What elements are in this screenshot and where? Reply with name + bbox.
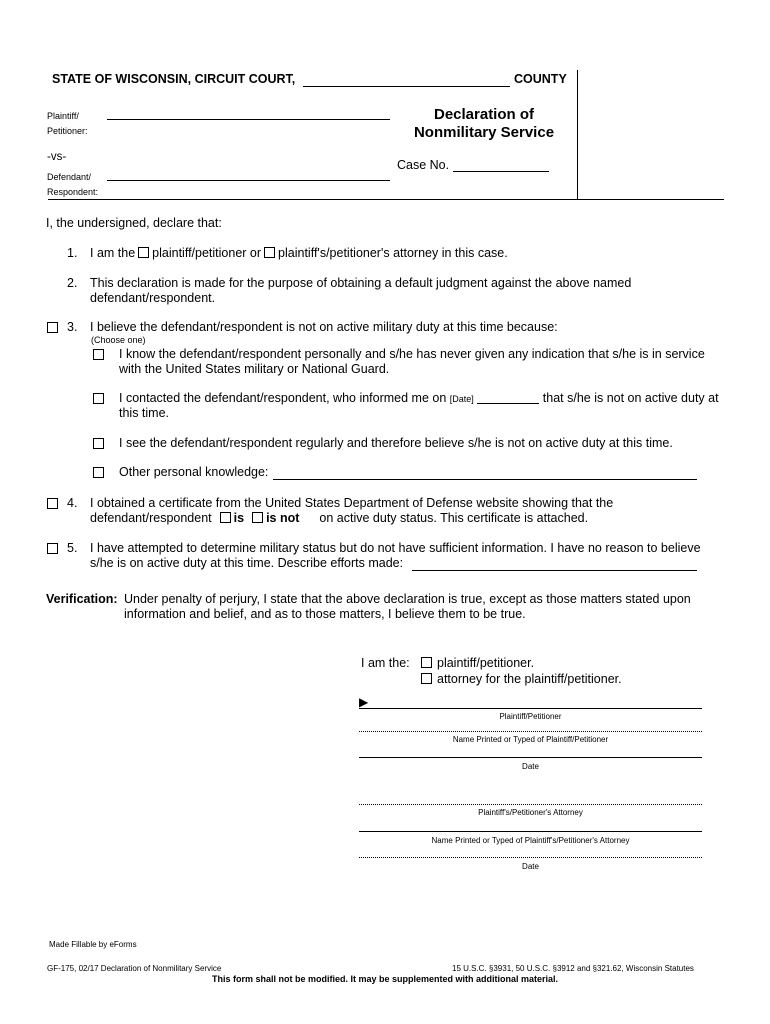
item3a-checkbox[interactable] [93, 349, 104, 360]
sign-attorney-checkbox[interactable] [421, 673, 432, 684]
form-id: GF-175, 02/17 Declaration of Nonmilitary Service [47, 964, 222, 973]
efforts-field[interactable] [412, 570, 697, 571]
item1-text [90, 246, 508, 260]
item3c-text: I see the defendant/respondent regularly and therefore believe s/he is not on active duty at this time. [119, 436, 673, 450]
plaintiff-name-field[interactable] [107, 119, 390, 120]
other-knowledge-field[interactable] [273, 479, 697, 480]
attorney-checkbox[interactable] [264, 247, 275, 258]
item4-pre: defendant/respondent [90, 511, 212, 525]
item5-line1: I have attempted to determine military status but do not have sufficient information. I have no reason to believe [90, 541, 701, 555]
item3b-date-field[interactable] [477, 392, 539, 404]
item4-line1: I obtained a certificate from the United States Department of Defense website showing that the [90, 496, 614, 510]
is-label: is [233, 511, 245, 525]
i-am-the-label: I am the: [361, 656, 410, 670]
item4-number: 4. [67, 496, 78, 510]
is-not-checkbox[interactable] [252, 512, 263, 523]
item5-line2: s/he is on active duty at this time. Describe efforts made: [90, 556, 404, 570]
plaintiff-name-line[interactable] [359, 731, 702, 732]
item3b-line1 [119, 391, 719, 405]
plaintiff-name-caption: Name Printed or Typed of Plaintiff/Petitioner [452, 735, 609, 744]
county-field[interactable] [303, 86, 510, 87]
county-label: COUNTY [514, 72, 567, 86]
sign-plaintiff-checkbox[interactable] [421, 657, 432, 668]
case-no-label: Case No. [397, 158, 450, 172]
defendant-label: Defendant/ [47, 172, 92, 182]
item3b-date-label: [Date] [449, 394, 474, 404]
item1-pre: I am the [90, 246, 136, 260]
item3-checkbox[interactable] [47, 322, 58, 333]
form-title-line2: Nonmilitary Service [413, 124, 555, 141]
is-checkbox[interactable] [220, 512, 231, 523]
item5-number: 5. [67, 541, 78, 555]
item3b-checkbox[interactable] [93, 393, 104, 404]
item5-checkbox[interactable] [47, 543, 58, 554]
intro-text: I, the undersigned, declare that: [46, 216, 222, 230]
item2-number: 2. [67, 276, 78, 290]
attorney-name-line[interactable] [359, 831, 702, 832]
item3b-pre: I contacted the defendant/respondent, who informed me on [119, 391, 447, 405]
attorney-signature-caption: Plaintiff's/Petitioner's Attorney [478, 808, 583, 817]
sign-attorney-label: attorney for the plaintiff/petitioner. [437, 672, 622, 686]
modification-notice: This form shall not be modified. It may be supplemented with additional material. [211, 974, 559, 984]
made-fillable-note: Made Fillable by eForms [49, 940, 137, 949]
plaintiff-date-caption: Date [522, 762, 539, 771]
case-no-field[interactable] [453, 171, 549, 172]
plaintiff-date-line[interactable] [359, 757, 702, 758]
verification-label: Verification: [46, 592, 118, 606]
court-heading: STATE OF WISCONSIN, CIRCUIT COURT, [52, 72, 296, 86]
defendant-name-field[interactable] [107, 180, 390, 181]
item3c-checkbox[interactable] [93, 438, 104, 449]
verification-line2: information and belief, and as to those matters, I believe them to be true. [124, 607, 526, 621]
item3-number: 3. [67, 320, 78, 334]
plaintiff-label: Plaintiff/ [47, 111, 79, 121]
header-divider-horizontal [48, 199, 724, 200]
item1-opt1: plaintiff/petitioner or [152, 246, 262, 260]
respondent-label: Respondent: [47, 187, 99, 197]
item3b-line2: this time. [119, 406, 170, 420]
vs-label: -vs- [47, 151, 67, 163]
item4-line2 [90, 511, 588, 525]
header-divider-vertical [577, 70, 578, 200]
choose-one-note: (Choose one) [91, 335, 146, 345]
item3a-line2: with the United States military or National Guard. [119, 362, 390, 376]
attorney-date-caption: Date [522, 862, 539, 871]
attorney-signature-line[interactable] [359, 804, 702, 805]
signature-arrow-icon: ▶ [359, 695, 369, 709]
item4-checkbox[interactable] [47, 498, 58, 509]
verification-line1: Under penalty of perjury, I state that the above declaration is true, except as those matters stated upon [124, 592, 691, 606]
item3d-checkbox[interactable] [93, 467, 104, 478]
item3d-text: Other personal knowledge: [119, 465, 269, 479]
form-title-line1: Declaration of [433, 106, 535, 123]
item1-opt2: plaintiff's/petitioner's attorney in this case. [278, 246, 508, 260]
item3b-post: that s/he is not on active duty at [542, 391, 719, 405]
attorney-date-line[interactable] [359, 857, 702, 858]
is-not-label: is not [266, 511, 300, 525]
plaintiff-signature-line[interactable] [359, 708, 702, 709]
item3-text: I believe the defendant/respondent is not on active military duty at this time because: [90, 320, 558, 334]
attorney-name-caption: Name Printed or Typed of Plaintiff's/Petitioner's Attorney [431, 836, 630, 845]
item2-line1: This declaration is made for the purpose of obtaining a default judgment against the above named [90, 276, 632, 290]
item3a-line1: I know the defendant/respondent personally and s/he has never given any indication that s/he is in service [119, 347, 705, 361]
item2-line2: defendant/respondent. [90, 291, 216, 305]
statutes-reference: 15 U.S.C. §3931, 50 U.S.C. §3912 and §321.62, Wisconsin Statutes [452, 964, 694, 973]
item1-number: 1. [67, 246, 78, 260]
petitioner-label: Petitioner: [47, 126, 88, 136]
item4-post: on active duty status. This certificate is attached. [319, 511, 589, 525]
plaintiff-petitioner-checkbox[interactable] [138, 247, 149, 258]
sign-plaintiff-label: plaintiff/petitioner. [437, 656, 535, 670]
plaintiff-signature-caption: Plaintiff/Petitioner [499, 712, 562, 721]
